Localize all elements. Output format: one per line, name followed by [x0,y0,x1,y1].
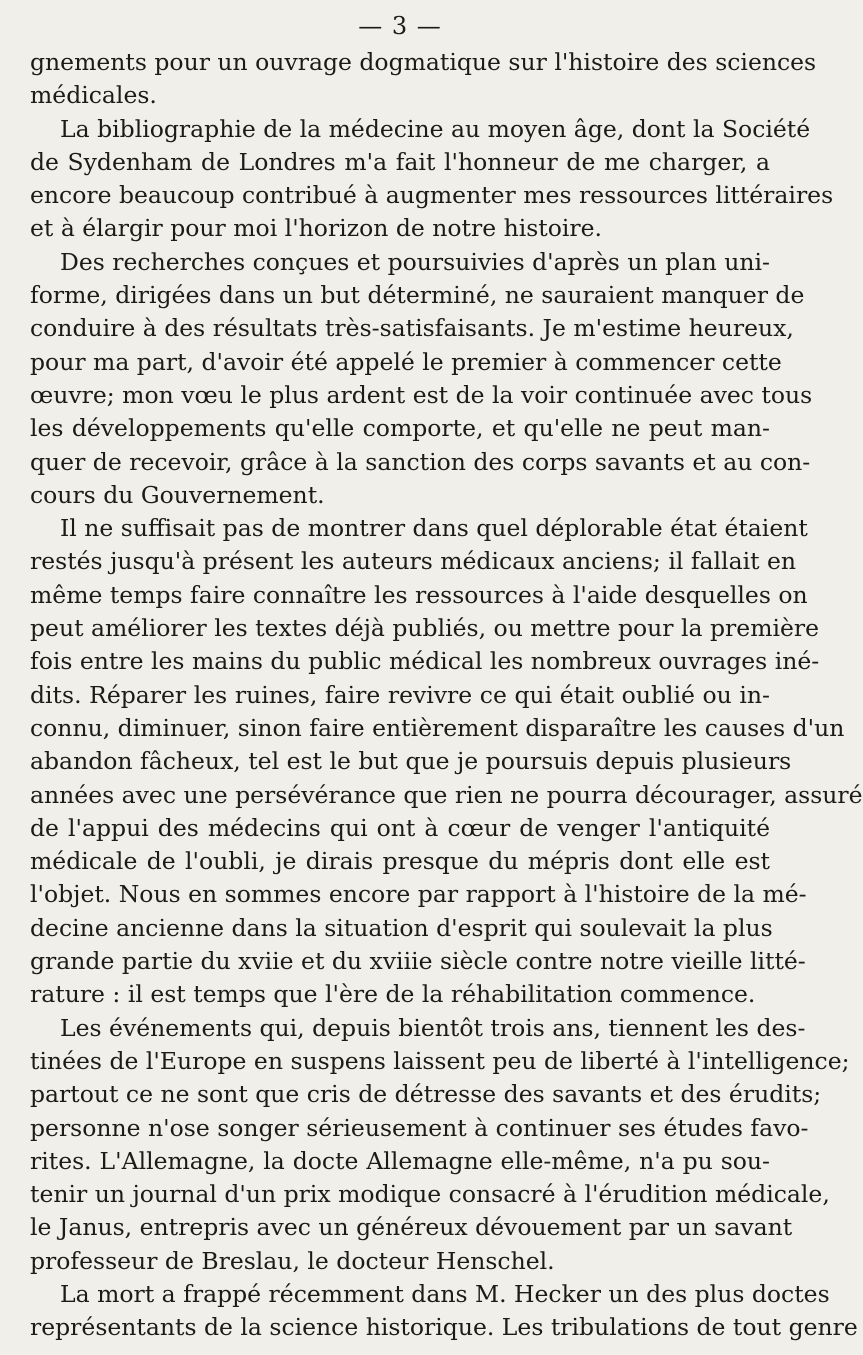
text-line: œuvre; mon vœu le plus ardent est de la voir continuée avec tous [30,380,813,409]
text-line: le Janus, entrepris avec un généreux dévouement par un savant [30,1213,793,1242]
text-line: La mort a frappé récemment dans M. Hecker un des plus doctes [60,1279,830,1308]
text-line: Des recherches conçues et poursuivies d'après un plan uni- [60,247,770,276]
text-line: quer de recevoir, grâce à la sanction des corps savants et au con- [30,447,811,476]
text-line: dits. Réparer les ruines, faire revivre ce qui était oublié ou in- [30,680,770,709]
text-line: Il ne suffisait pas de montrer dans quel déplorable état étaient [60,514,808,543]
text-line: professeur de Breslau, le docteur Henschel. [30,1246,555,1275]
text-line: peut améliorer les textes déjà publiés, ou mettre pour la première [30,614,820,643]
text-line: tinées de l'Europe en suspens laissent peu de liberté à l'intelligence; [30,1046,850,1075]
text-line: decine ancienne dans la situation d'esprit qui soulevait la plus [30,913,773,942]
body-text [30,46,863,1345]
page-number: — 3 — [358,12,442,40]
text-line: représentants de la science historique. Les tribulations de tout genre [30,1313,858,1342]
text-line: rites. L'Allemagne, la docte Allemagne elle-même, n'a pu sou- [30,1146,770,1175]
text-line: tenir un journal d'un prix modique consacré à l'érudition médicale, [30,1180,830,1209]
text-line: gnements pour un ouvrage dogmatique sur l'histoire des sciences [30,48,817,76]
text-line: même temps faire connaître les ressources à l'aide desquelles on [30,580,808,609]
text-line: et à élargir pour moi l'horizon de notre histoire. [30,214,603,243]
text-line: personne n'ose songer sérieusement à continuer ses études favo- [30,1113,809,1142]
text-line: partout ce ne sont que cris de détresse des savants et des érudits; [30,1080,822,1109]
text-line: de Sydenham de Londres m'a fait l'honneur de me charger, a [30,147,770,176]
text-line: rature : il est temps que l'ère de la réhabilitation commence. [30,980,756,1009]
text-line: Les événements qui, depuis bientôt trois ans, tiennent les des- [60,1013,806,1042]
text-line: encore beaucoup contribué à augmenter mes ressources littéraires [30,181,834,210]
text-line: médicale de l'oubli, je dirais presque du mépris dont elle est [30,847,770,876]
text-line: de l'appui des médecins qui ont à cœur de venger l'antiquité [30,813,770,842]
text-line: pour ma part, d'avoir été appelé le premier à commencer cette [30,347,782,376]
text-line: forme, dirigées dans un but déterminé, ne sauraient manquer de [30,281,805,310]
text-line: les développements qu'elle comporte, et qu'elle ne peut man- [30,414,770,443]
text-line: cours du Gouvernement. [30,480,325,509]
text-line: connu, diminuer, sinon faire entièrement disparaître les causes d'un [30,713,845,742]
text-line: médicales. [30,81,157,110]
text-line: restés jusqu'à présent les auteurs médicaux anciens; il fallait en [30,547,797,576]
text-line: l'objet. Nous en sommes encore par rapport à l'histoire de la mé- [30,880,807,909]
text-line: La bibliographie de la médecine au moyen âge, dont la Société [60,114,811,143]
text-line: grande partie du xviie et du xviiie siècle contre notre vieille litté- [30,947,806,976]
text-line: fois entre les mains du public médical les nombreux ouvrages iné- [30,647,820,676]
text-line: conduire à des résultats très-satisfaisants. Je m'estime heureux, [30,314,794,343]
text-line: années avec une persévérance que rien ne pourra décourager, assuré [30,780,863,809]
text-line: abandon fâcheux, tel est le but que je poursuis depuis plusieurs [30,747,792,776]
